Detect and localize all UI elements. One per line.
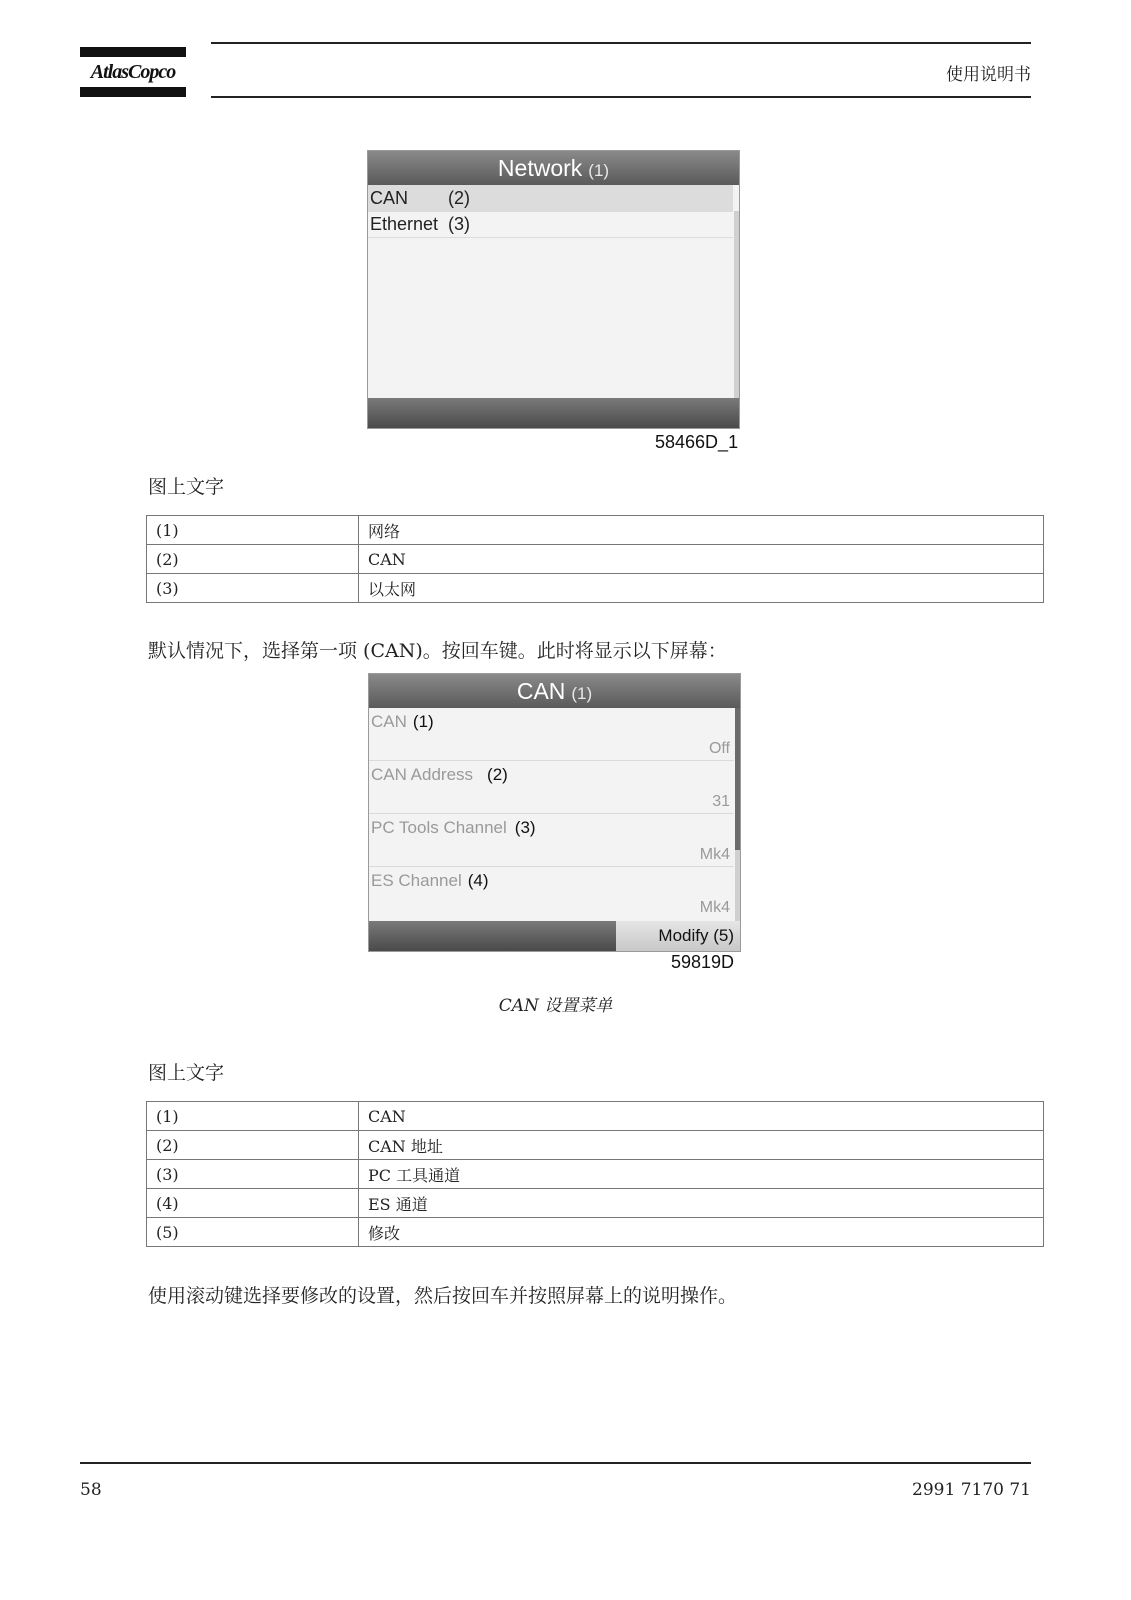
can-row-can[interactable]	[369, 708, 734, 761]
can-title-text: CAN	[516, 678, 566, 704]
legend2-table	[146, 1101, 1044, 1247]
legend-value: CAN 地址	[359, 1131, 1044, 1160]
legend-key: (2)	[147, 1131, 359, 1160]
can-screen-footer	[369, 921, 740, 951]
paragraph-select-can: 默认情况下，选择第一项 (CAN)。按回车键。此时将显示以下屏幕：	[148, 640, 727, 662]
can-row-address[interactable]	[369, 761, 734, 814]
can-screen	[368, 673, 741, 952]
legend-value: ES 通道	[359, 1189, 1044, 1218]
row-num: (3)	[448, 214, 471, 234]
network-screen-footer	[368, 398, 739, 428]
can-screen-title	[369, 674, 740, 708]
document-number: 2991 7170 71	[912, 1480, 1031, 1500]
footer-rule	[80, 1462, 1031, 1464]
row-value: Off	[708, 740, 730, 757]
row-value: Mk4	[699, 899, 730, 916]
network-title-num: (1)	[588, 161, 610, 180]
header-title: 使用说明书	[946, 65, 1031, 85]
row-label: ES Channel (4)	[371, 871, 489, 890]
figure2-id: 59819D	[671, 952, 735, 972]
modify-button[interactable]: Modify (5)	[616, 921, 740, 951]
network-title-text: Network	[497, 155, 583, 181]
legend-key: (3)	[147, 574, 359, 603]
can-screen-body	[369, 708, 740, 921]
figure2-caption: CAN 设置菜单	[498, 996, 613, 1016]
table-row	[147, 1218, 1044, 1247]
table-row	[147, 545, 1044, 574]
legend-value: CAN	[359, 1102, 1044, 1131]
legend2-heading: 图上文字	[148, 1062, 225, 1084]
legend-key: (4)	[147, 1189, 359, 1218]
scrollbar[interactable]	[734, 211, 739, 398]
header-rule-top	[211, 42, 1031, 44]
row-label: CAN (1)	[371, 712, 434, 731]
atlas-copco-logo	[80, 47, 186, 99]
can-title-num: (1)	[571, 684, 593, 703]
can-row-pc-tools-channel[interactable]	[369, 814, 734, 867]
legend-key: (2)	[147, 545, 359, 574]
table-row	[147, 516, 1044, 545]
table-row	[147, 1102, 1044, 1131]
page-number: 58	[80, 1480, 102, 1500]
legend-key: (5)	[147, 1218, 359, 1247]
row-value: Mk4	[699, 846, 730, 863]
row-label: PC Tools Channel (3)	[371, 818, 536, 837]
header-rule-bottom	[211, 96, 1031, 98]
scrollbar-thumb[interactable]	[735, 708, 740, 850]
paragraph-scroll-instructions: 使用滚动键选择要修改的设置，然后按回车并按照屏幕上的说明操作。	[148, 1285, 738, 1307]
legend-value: 以太网	[359, 574, 1044, 603]
row-num: (2)	[448, 188, 471, 208]
logo-text: AtlasCopco	[90, 61, 176, 83]
logo-bar-bottom	[80, 87, 186, 97]
table-row	[147, 1189, 1044, 1218]
network-row-can[interactable]	[368, 185, 733, 212]
network-screen	[367, 150, 740, 429]
table-row	[147, 1131, 1044, 1160]
network-screen-title	[368, 151, 739, 185]
legend-value: PC 工具通道	[359, 1160, 1044, 1189]
legend1-heading: 图上文字	[148, 476, 225, 498]
legend-key: (1)	[147, 516, 359, 545]
legend1-table	[146, 515, 1044, 603]
network-screen-body	[368, 185, 739, 398]
figure1-id: 58466D_1	[655, 432, 739, 452]
row-label: Ethernet	[370, 214, 439, 234]
row-label: CAN	[370, 188, 409, 208]
network-row-ethernet[interactable]	[368, 211, 733, 238]
logo-bar-top	[80, 47, 186, 57]
legend-key: (3)	[147, 1160, 359, 1189]
can-row-es-channel[interactable]	[369, 867, 734, 919]
legend-value: 修改	[359, 1218, 1044, 1247]
legend-value: CAN	[359, 545, 1044, 574]
table-row	[147, 1160, 1044, 1189]
row-label: CAN Address (2)	[371, 765, 508, 784]
legend-value: 网络	[359, 516, 1044, 545]
legend-key: (1)	[147, 1102, 359, 1131]
table-row	[147, 574, 1044, 603]
row-value: 31	[712, 793, 730, 810]
